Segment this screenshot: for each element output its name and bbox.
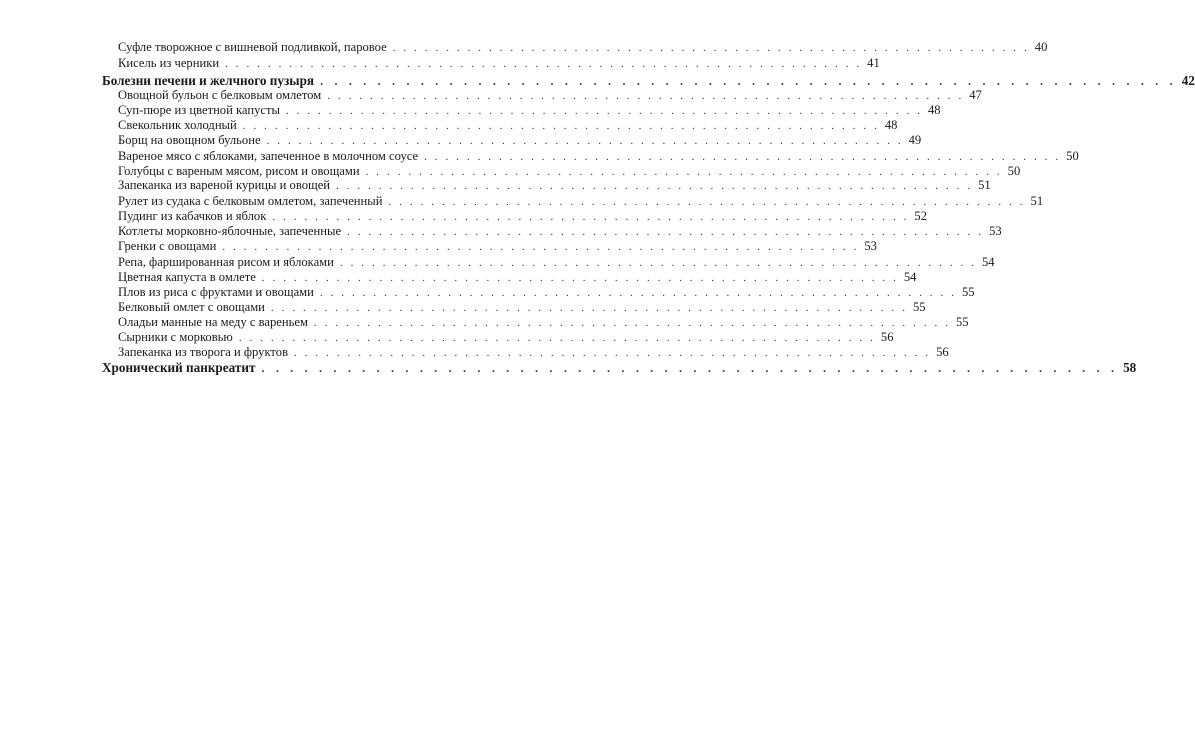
- toc-entry: [118, 314, 969, 330]
- dot-leader: . . . . . . . . . . . . . . . . . . . . . . . . . . . . . . . . . . . . . . . . . . . . . . . . . . . . . . . . . . . .: [320, 74, 1177, 88]
- entry-page-number: 56: [880, 330, 894, 344]
- dot-leader: . . . . . . . . . . . . . . . . . . . . . . . . . . . . . . . . . . . . . . . . . . . . . . . . . . . . . . . . . . . .: [319, 287, 957, 299]
- entry-title: Свекольник холодный: [118, 118, 237, 132]
- dot-leader: . . . . . . . . . . . . . . . . . . . . . . . . . . . . . . . . . . . . . . . . . . . . . . . . . . . . . . . . . . . .: [336, 180, 973, 192]
- dot-leader: . . . . . . . . . . . . . . . . . . . . . . . . . . . . . . . . . . . . . . . . . . . . . . . . . . . . . . . . . . . .: [285, 105, 923, 117]
- dot-leader: . . . . . . . . . . . . . . . . . . . . . . . . . . . . . . . . . . . . . . . . . . . . . . . . . . . . . . . . . . . .: [266, 135, 904, 147]
- toc-entry: [118, 148, 1079, 164]
- dot-leader: . . . . . . . . . . . . . . . . . . . . . . . . . . . . . . . . . . . . . . . . . . . . . . . . . . . . . . . . . . . .: [272, 211, 910, 223]
- dot-leader: . . . . . . . . . . . . . . . . . . . . . . . . . . . . . . . . . . . . . . . . . . . . . . . . . . . . . . . . . . . .: [313, 317, 951, 329]
- entry-title: Пудинг из кабачков и яблок: [118, 209, 267, 223]
- entry-page-number: 55: [912, 300, 926, 314]
- entry-page-number: 55: [961, 285, 975, 299]
- entry-page-number: 55: [955, 315, 969, 329]
- entry-page-number: 41: [867, 56, 880, 70]
- toc-entry: [118, 208, 928, 224]
- dot-leader: . . . . . . . . . . . . . . . . . . . . . . . . . . . . . . . . . . . . . . . . . . . . . . . . . . . . . . . . . . . .: [261, 361, 1119, 375]
- entry-page-number: 53: [989, 224, 1002, 238]
- entry-page-number: 52: [914, 209, 928, 223]
- toc-entry: [118, 329, 894, 345]
- toc-entry: [118, 87, 982, 103]
- entry-page-number: 54: [903, 270, 917, 284]
- dot-leader: . . . . . . . . . . . . . . . . . . . . . . . . . . . . . . . . . . . . . . . . . . . . . . . . . . . . . . . . . . . .: [365, 166, 1003, 178]
- toc-entry: [118, 132, 922, 148]
- toc-section-heading: [102, 359, 1137, 376]
- dot-leader: . . . . . . . . . . . . . . . . . . . . . . . . . . . . . . . . . . . . . . . . . . . . . . . . . . . . . . . . . . . .: [225, 58, 862, 70]
- entry-page-number: 54: [981, 255, 995, 269]
- toc-entry: [118, 55, 880, 71]
- dot-leader: . . . . . . . . . . . . . . . . . . . . . . . . . . . . . . . . . . . . . . . . . . . . . . . . . . . . . . . . . . . .: [261, 272, 899, 284]
- entry-page-number: 40: [1034, 40, 1048, 54]
- toc-entry: [118, 299, 926, 315]
- dot-leader: . . . . . . . . . . . . . . . . . . . . . . . . . . . . . . . . . . . . . . . . . . . . . . . . . . . . . . . . . . . .: [327, 90, 964, 102]
- toc-entry: [118, 177, 991, 193]
- toc-entry: [118, 102, 941, 118]
- dot-leader: . . . . . . . . . . . . . . . . . . . . . . . . . . . . . . . . . . . . . . . . . . . . . . . . . . . . . . . . . . . .: [347, 226, 984, 238]
- toc-entry: [118, 269, 917, 285]
- entry-title: Кисель из черники: [118, 56, 220, 70]
- dot-leader: . . . . . . . . . . . . . . . . . . . . . . . . . . . . . . . . . . . . . . . . . . . . . . . . . . . . . . . . . . . .: [392, 42, 1030, 54]
- entry-title: Рулет из судака с белковым омлетом, запеченный: [118, 194, 383, 208]
- section-page-number: 42: [1181, 73, 1195, 88]
- entry-title: Суфле творожное с вишневой подливкой, паровое: [118, 40, 387, 54]
- entry-title: Вареное мясо с яблоками, запеченное в молочном соусе: [118, 149, 419, 163]
- entry-page-number: 56: [936, 345, 949, 359]
- entry-title: Плов из риса с фруктами и овощами: [118, 285, 314, 299]
- dot-leader: . . . . . . . . . . . . . . . . . . . . . . . . . . . . . . . . . . . . . . . . . . . . . . . . . . . . . . . . . . . .: [242, 120, 880, 132]
- toc-entry: [118, 193, 1044, 209]
- entry-title: Овощной бульон с белковым омлетом: [118, 88, 322, 102]
- dot-leader: . . . . . . . . . . . . . . . . . . . . . . . . . . . . . . . . . . . . . . . . . . . . . . . . . . . . . . . . . . . .: [424, 151, 1061, 163]
- entry-title: Репа, фаршированная рисом и яблоками: [118, 255, 334, 269]
- dot-leader: . . . . . . . . . . . . . . . . . . . . . . . . . . . . . . . . . . . . . . . . . . . . . . . . . . . . . . . . . . . .: [238, 332, 876, 344]
- entry-title: Голубцы с вареным мясом, рисом и овощами: [118, 164, 360, 178]
- toc-entry: [118, 223, 1002, 239]
- entry-page-number: 50: [1066, 149, 1079, 163]
- toc-entry: [118, 254, 995, 270]
- toc-entry: [118, 344, 949, 360]
- entry-page-number: 51: [1030, 194, 1044, 208]
- toc-entry: [118, 117, 898, 133]
- entry-title: Оладьи манные на меду с вареньем: [118, 315, 308, 329]
- entry-title: Котлеты морковно-яблочные, запеченные: [118, 224, 342, 238]
- entry-page-number: 50: [1007, 164, 1021, 178]
- entry-title: Суп-пюре из цветной капусты: [118, 103, 280, 117]
- toc-entry: [118, 39, 1048, 55]
- entry-title: Сырники с морковью: [118, 330, 233, 344]
- dot-leader: . . . . . . . . . . . . . . . . . . . . . . . . . . . . . . . . . . . . . . . . . . . . . . . . . . . . . . . . . . . .: [339, 257, 977, 269]
- entry-page-number: 48: [884, 118, 898, 132]
- entry-page-number: 49: [908, 133, 922, 147]
- entry-title: Запеканка из творога и фруктов: [118, 345, 289, 359]
- dot-leader: . . . . . . . . . . . . . . . . . . . . . . . . . . . . . . . . . . . . . . . . . . . . . . . . . . . . . . . . . . . .: [222, 241, 859, 253]
- entry-title: Гренки с овощами: [118, 239, 217, 253]
- entry-page-number: 51: [978, 178, 991, 192]
- section-title: Болезни печени и желчного пузыря: [102, 73, 315, 88]
- entry-title: Цветная капуста в омлете: [118, 270, 256, 284]
- entry-title: Запеканка из вареной курицы и овощей: [118, 178, 331, 192]
- entry-title: Борщ на овощном бульоне: [118, 133, 261, 147]
- entry-page-number: 53: [864, 239, 877, 253]
- entry-title: Белковый омлет с овощами: [118, 300, 265, 314]
- entry-page-number: 47: [969, 88, 982, 102]
- entry-page-number: 48: [928, 103, 941, 117]
- toc-entry: [118, 238, 877, 254]
- section-title: Хронический панкреатит: [102, 360, 256, 375]
- section-page-number: 58: [1123, 360, 1137, 375]
- dot-leader: . . . . . . . . . . . . . . . . . . . . . . . . . . . . . . . . . . . . . . . . . . . . . . . . . . . . . . . . . . . .: [270, 302, 908, 314]
- dot-leader: . . . . . . . . . . . . . . . . . . . . . . . . . . . . . . . . . . . . . . . . . . . . . . . . . . . . . . . . . . . .: [388, 196, 1026, 208]
- toc-entry: [118, 284, 975, 300]
- dot-leader: . . . . . . . . . . . . . . . . . . . . . . . . . . . . . . . . . . . . . . . . . . . . . . . . . . . . . . . . . . . .: [294, 347, 931, 359]
